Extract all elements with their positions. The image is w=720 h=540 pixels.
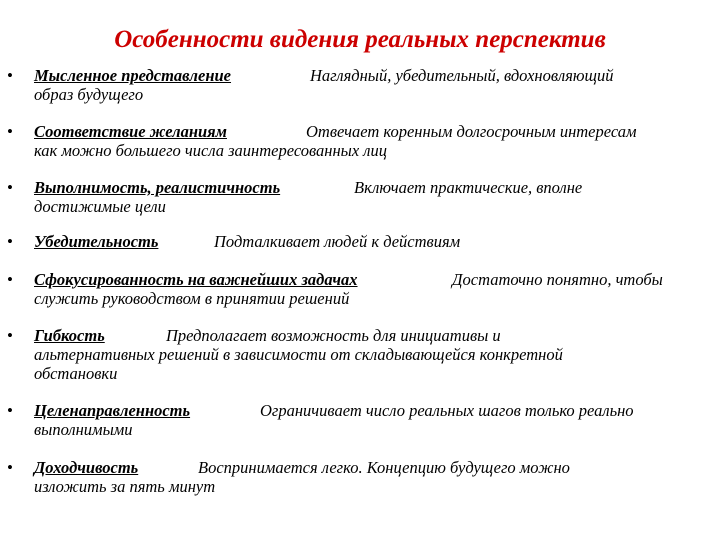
bullet-dot: • [7,122,13,141]
item-term: Мысленное представление [34,66,232,85]
bullet-dot: • [7,326,13,345]
item-description: Предполагает возможность для инициативы и [166,326,501,345]
item-term: Соответствие желаниям [34,122,227,141]
bullet-dot: • [7,270,13,289]
item-term: Целенаправленность [34,401,191,420]
item-description: Ограничивает число реальных шагов только реально [260,401,634,420]
item-description: Наглядный, убедительный, вдохновляющий [310,66,614,85]
bullet-dot: • [7,178,13,197]
item-continuation: достижимые цели [34,197,166,216]
slide-title: Особенности видения реальных перспектив [114,26,606,53]
item-description: Включает практические, вполне [354,178,583,197]
item-continuation: выполнимыми [34,420,133,439]
item-continuation: изложить за пять минут [34,477,216,496]
item-continuation: обстановки [34,364,118,383]
bullet-dot: • [7,66,13,85]
item-continuation: служить руководством в принятии решений [34,289,350,308]
item-continuation: образ будущего [34,85,144,104]
item-term: Гибкость [34,326,105,345]
item-description: Отвечает коренным долгосрочным интересам [306,122,637,141]
item-term: Сфокусированность на важнейших задачах [34,270,358,289]
item-term: Выполнимость, реалистичность [34,178,281,197]
item-description: Подталкивает людей к действиям [214,232,461,251]
item-term: Доходчивость [34,458,139,477]
bullet-dot: • [7,401,13,420]
item-continuation: альтернативных решений в зависимости от складывающейся конкретной [34,345,563,364]
item-description: Достаточно понятно, чтобы [452,270,663,289]
item-description: Воспринимается легко. Концепцию будущего можно [198,458,570,477]
item-continuation: как можно большего числа заинтересованных лиц [34,141,387,160]
item-term: Убедительность [34,232,159,251]
bullet-dot: • [7,458,13,477]
bullet-dot: • [7,232,13,251]
